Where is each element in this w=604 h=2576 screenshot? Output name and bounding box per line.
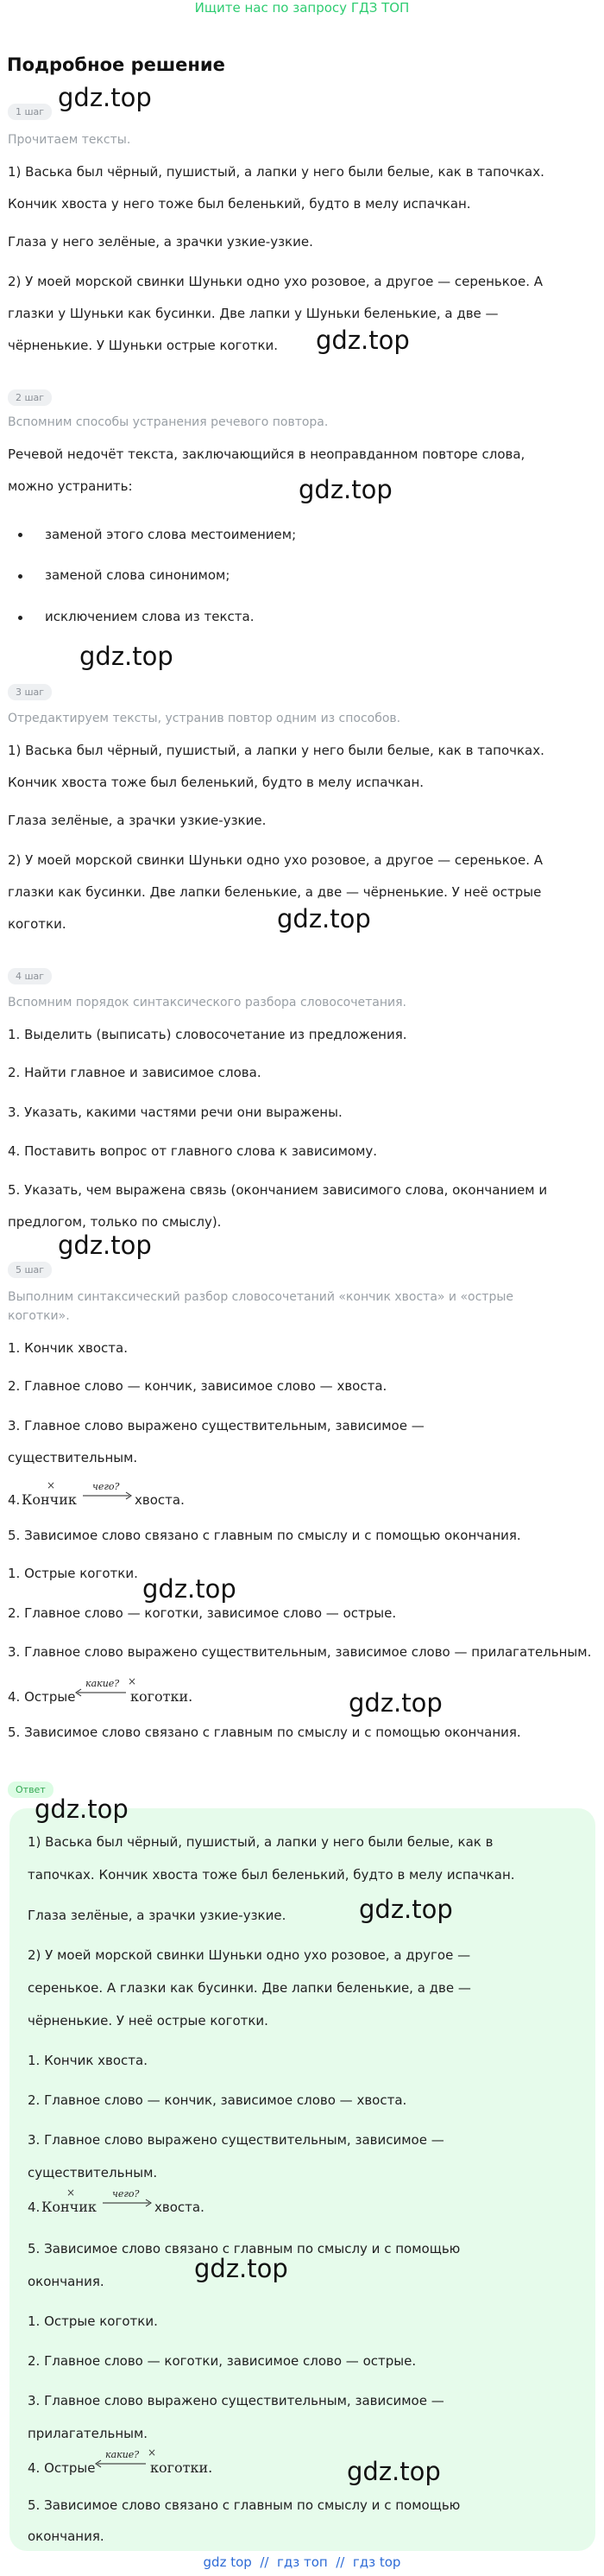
- step-intro: Вспомним порядок синтаксического разбора словосочетания.: [8, 996, 406, 1010]
- text-line: предлогом, только по смыслу).: [8, 1214, 222, 1230]
- scheme-main-word: коготки.: [150, 2459, 213, 2476]
- answer-line: чёрненькие. У неё острые коготки.: [28, 2013, 268, 2029]
- answer-line: существительным.: [28, 2165, 158, 2180]
- text-line: Глаза у него зелёные, а зрачки узкие-узкие.: [8, 234, 313, 250]
- answer-line: окончания.: [28, 2529, 104, 2544]
- watermark: gdz.top: [79, 642, 173, 671]
- answer-badge: Ответ: [8, 1782, 53, 1798]
- phrase-scheme-1: [8, 1479, 267, 1514]
- step-intro: Выполним синтаксический разбор словосочетаний «кончик хвоста» и «острые: [8, 1290, 514, 1304]
- step-badge: 5 шаг: [8, 1262, 52, 1278]
- scheme-question: чего?: [112, 2188, 140, 2199]
- cross-mark-icon: ×: [148, 2446, 157, 2459]
- text-line: 1) Васька был чёрный, пушистый, а лапки у него были белые, как в тапочках.: [8, 743, 544, 758]
- answer-line: окончания.: [28, 2274, 104, 2289]
- text-line: Речевой недочёт текста, заключающийся в неоправданном повторе слова,: [8, 446, 525, 462]
- answer-line: серенькое. А глазки как бусинки. Две лапки беленькие, а две —: [28, 1980, 471, 1996]
- arrow-right-icon: [83, 1491, 135, 1500]
- text-line: чёрненькие. У Шуньки острые коготки.: [8, 338, 279, 353]
- arrow-right-icon: [103, 2199, 154, 2207]
- scheme-main-word: коготки.: [130, 1688, 193, 1705]
- watermark: gdz.top: [142, 1574, 236, 1604]
- bullet-dot: [18, 616, 22, 620]
- scheme-main-word: Кончик: [22, 1491, 77, 1508]
- watermark: gdz.top: [277, 904, 371, 934]
- step-badge: 1 шаг: [8, 104, 52, 120]
- text-line: глазки как бусинки. Две лапки беленькие, а две — чёрненькие. У неё острые: [8, 884, 542, 900]
- answer-phrase-scheme-2: [28, 2447, 286, 2482]
- scheme-dependent-word: хвоста.: [154, 2199, 204, 2215]
- watermark: gdz.top: [359, 1895, 453, 1924]
- watermark: gdz.top: [35, 1794, 129, 1824]
- text-line: коготки.: [8, 916, 66, 932]
- step-intro: коготки».: [8, 1309, 70, 1323]
- step-intro: Вспомним способы устранения речевого повтора.: [8, 415, 329, 429]
- answer-line: 3. Главное слово выражено существительным, зависимое —: [28, 2393, 444, 2408]
- text-line: 1) Васька был чёрный, пушистый, а лапки у него были белые, как в тапочках.: [8, 164, 544, 180]
- bullet-item: заменой слова синонимом;: [45, 567, 230, 583]
- phrase-scheme-2: [8, 1676, 267, 1711]
- cross-mark-icon: ×: [128, 1675, 137, 1687]
- step-badge: 3 шаг: [8, 684, 52, 700]
- watermark: gdz.top: [58, 83, 152, 112]
- text-line: Глаза зелёные, а зрачки узкие-узкие.: [8, 813, 267, 828]
- step-intro: Прочитаем тексты.: [8, 133, 131, 147]
- bullet-dot: [18, 533, 22, 537]
- watermark: gdz.top: [316, 326, 410, 355]
- answer-line: 3. Главное слово выражено существительным, зависимое —: [28, 2132, 444, 2148]
- text-line: 2. Главное слово — кончик, зависимое слово — хвоста.: [8, 1378, 387, 1394]
- footer-links[interactable]: gdz top // гдз топ // гдз top: [203, 2554, 401, 2570]
- text-line: 5. Указать, чем выражена связь (окончанием зависимого слова, окончанием и: [8, 1182, 548, 1198]
- text-line: 3. Главное слово выражено существительным, зависимое слово — прилагательным.: [8, 1644, 592, 1660]
- scheme-question: какие?: [105, 2449, 140, 2460]
- scheme-dependent-word: 4. Острые: [8, 1689, 76, 1705]
- answer-line: 2. Главное слово — коготки, зависимое слово — острые.: [28, 2353, 417, 2369]
- text-line: 2) У моей морской свинки Шуньки одно ухо розовое, а другое — серенькое. А: [8, 852, 544, 868]
- bullet-item: исключением слова из текста.: [45, 609, 255, 624]
- cross-mark-icon: ×: [47, 1479, 56, 1491]
- bullet-item: заменой этого слова местоимением;: [45, 527, 297, 542]
- answer-line: 1) Васька был чёрный, пушистый, а лапки у него были белые, как в: [28, 1834, 494, 1850]
- scheme-dependent-word: хвоста.: [135, 1492, 185, 1508]
- text-line: 5. Зависимое слово связано с главным по смыслу и с помощью окончания.: [8, 1725, 521, 1740]
- text-line: 3. Указать, какими частями речи они выражены.: [8, 1104, 343, 1120]
- answer-line: прилагательным.: [28, 2426, 148, 2441]
- text-line: можно устранить:: [8, 478, 133, 494]
- watermark: gdz.top: [347, 2457, 441, 2486]
- scheme-main-word: Кончик: [41, 2199, 97, 2215]
- text-line: 5. Зависимое слово связано с главным по смыслу и с помощью окончания.: [8, 1528, 521, 1543]
- page-title: Подробное решение: [7, 54, 225, 75]
- watermark: gdz.top: [194, 2254, 288, 2283]
- watermark: gdz.top: [299, 475, 393, 504]
- answer-line: 5. Зависимое слово связано с главным по смыслу и с помощью: [28, 2241, 461, 2256]
- scheme-number: 4.: [8, 1492, 21, 1508]
- text-line: Кончик хвоста тоже был беленький, будто в мелу испачкан.: [8, 775, 425, 790]
- answer-line: Глаза зелёные, а зрачки узкие-узкие.: [28, 1908, 286, 1923]
- bullet-dot: [18, 574, 22, 579]
- text-line: 3. Главное слово выражено существительным, зависимое —: [8, 1418, 425, 1434]
- arrow-left-icon: [76, 1688, 128, 1697]
- scheme-number: 4.: [28, 2199, 41, 2215]
- text-line: 4. Поставить вопрос от главного слова к зависимому.: [8, 1143, 378, 1159]
- answer-line: тапочках. Кончик хвоста тоже был беленький, будто в мелу испачкан.: [28, 1867, 515, 1883]
- text-line: 2) У моей морской свинки Шуньки одно ухо розовое, а другое — серенькое. А: [8, 274, 544, 289]
- answer-phrase-scheme-1: [28, 2187, 286, 2221]
- step-intro: Отредактируем тексты, устранив повтор одним из способов.: [8, 712, 401, 725]
- text-line: глазки у Шуньки как бусинки. Две лапки у Шуньки беленькие, а две —: [8, 306, 499, 321]
- answer-line: 5. Зависимое слово связано с главным по смыслу и с помощью: [28, 2497, 461, 2513]
- answer-line: 2. Главное слово — кончик, зависимое слово — хвоста.: [28, 2092, 407, 2108]
- search-hint-link[interactable]: Ищите нас по запросу ГДЗ ТОП: [194, 0, 410, 16]
- text-line: 2. Найти главное и зависимое слова.: [8, 1065, 261, 1080]
- cross-mark-icon: ×: [66, 2187, 76, 2199]
- text-line: 1. Острые коготки.: [8, 1566, 138, 1581]
- answer-line: 1. Острые коготки.: [28, 2313, 158, 2329]
- text-line: 2. Главное слово — коготки, зависимое слово — острые.: [8, 1605, 397, 1621]
- text-line: Кончик хвоста у него тоже был беленький, будто в мелу испачкан.: [8, 196, 471, 212]
- watermark: gdz.top: [349, 1688, 443, 1718]
- scheme-question: чего?: [92, 1481, 120, 1492]
- answer-line: 1. Кончик хвоста.: [28, 2053, 148, 2068]
- scheme-question: какие?: [85, 1678, 120, 1689]
- watermark: gdz.top: [58, 1231, 152, 1260]
- step-badge: 2 шаг: [8, 389, 52, 406]
- answer-line: 2) У моей морской свинки Шуньки одно ухо розовое, а другое —: [28, 1947, 471, 1963]
- step-badge: 4 шаг: [8, 968, 52, 984]
- text-line: 1. Выделить (выписать) словосочетание из предложения.: [8, 1027, 407, 1042]
- text-line: существительным.: [8, 1450, 138, 1465]
- arrow-left-icon: [96, 2459, 148, 2468]
- scheme-dependent-word: 4. Острые: [28, 2460, 96, 2476]
- text-line: 1. Кончик хвоста.: [8, 1340, 128, 1356]
